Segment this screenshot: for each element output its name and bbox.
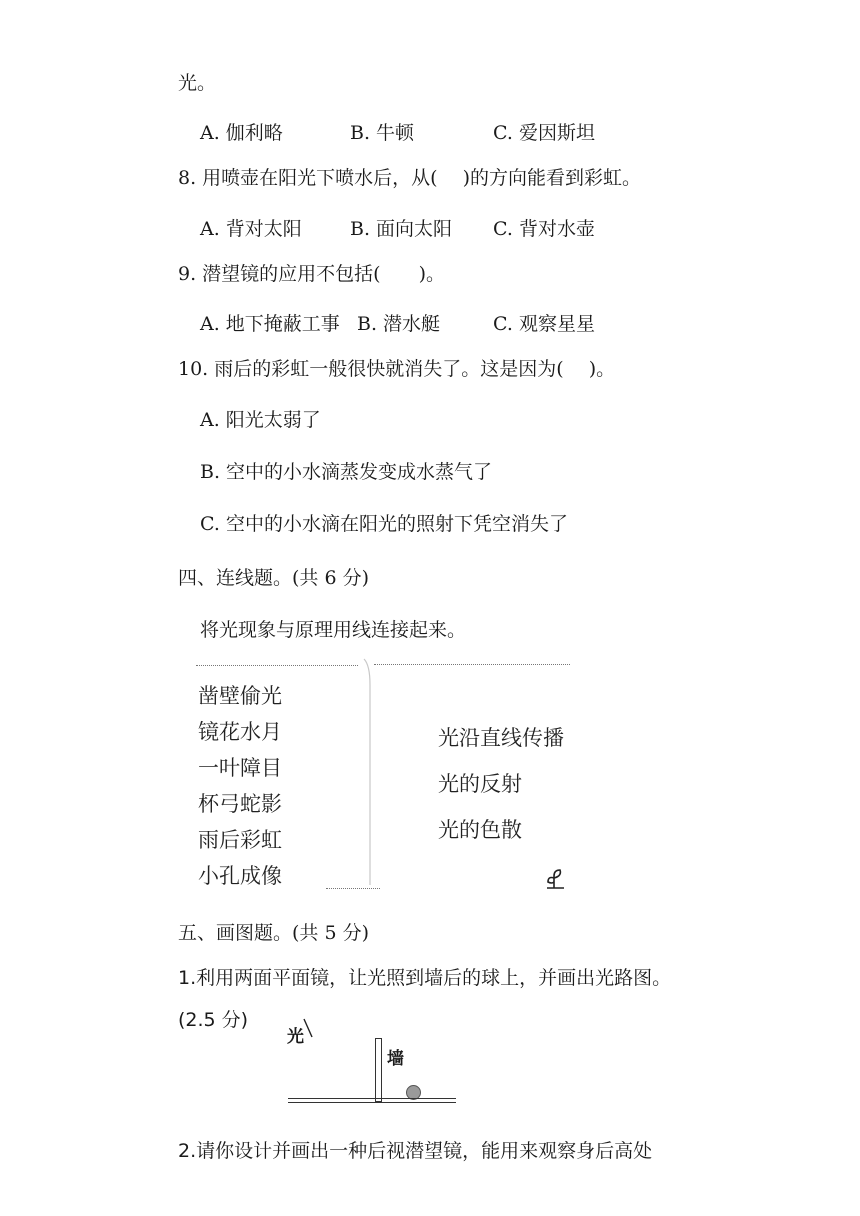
phenomenon-item: 雨后彩虹 — [198, 828, 282, 852]
phenomenon-item: 镜花水月 — [198, 720, 282, 744]
q7-option-b: B. 牛顿 — [350, 122, 415, 144]
q10-option-b: B. 空中的小水滴蒸发变成水蒸气了 — [200, 461, 493, 483]
wall — [375, 1038, 382, 1102]
q9-option-c: C. 观察星星 — [493, 313, 595, 335]
section4-title: 四、连线题。(共 6 分) — [178, 567, 369, 589]
q10-stem: 10. 雨后的彩虹一般很快就消失了。这是因为( )。 — [178, 358, 616, 380]
sprout-icon — [544, 866, 570, 890]
principle-item: 光沿直线传播 — [438, 726, 564, 750]
q8-option-a: A. 背对太阳 — [200, 218, 302, 240]
phenomenon-item: 一叶障目 — [198, 756, 282, 780]
section4-instruction: 将光现象与原理用线连接起来。 — [200, 619, 467, 641]
q8-stem: 8. 用喷壶在阳光下喷水后，从( )的方向能看到彩虹。 — [178, 167, 642, 189]
phenomenon-item: 杯弓蛇影 — [198, 792, 282, 816]
q8-option-b: B. 面向太阳 — [350, 218, 453, 240]
q7-tail: 光。 — [178, 72, 217, 94]
fold-divider — [354, 655, 386, 895]
top-dotted-rule-right — [374, 664, 570, 665]
section5-q1-score: (2.5 分) — [178, 1009, 249, 1031]
q10-option-a: A. 阳光太弱了 — [200, 409, 321, 431]
section5-title: 五、画图题。(共 5 分) — [178, 922, 369, 944]
q9-stem: 9. 潜望镜的应用不包括( )。 — [178, 263, 445, 285]
section5-q1: 1.利用两面平面镜，让光照到墙后的球上，并画出光路图。 — [178, 967, 672, 989]
ground-line — [288, 1098, 456, 1103]
q7-option-a: A. 伽利略 — [200, 122, 283, 144]
phenomenon-item: 小孔成像 — [198, 864, 282, 888]
principle-item: 光的反射 — [438, 772, 522, 796]
wall-label: 墙 — [387, 1049, 404, 1069]
light-ray-icon — [300, 1016, 318, 1042]
q10-option-c: C. 空中的小水滴在阳光的照射下凭空消失了 — [200, 513, 568, 535]
top-dotted-rule-left — [196, 665, 358, 666]
q8-option-c: C. 背对水壶 — [493, 218, 595, 240]
principle-item: 光的色散 — [438, 818, 522, 842]
section5-q2: 2.请你设计并画出一种后视潜望镜，能用来观察身后高处 — [178, 1140, 653, 1162]
light-label: 光 — [287, 1027, 304, 1047]
phenomenon-item: 凿壁偷光 — [198, 684, 282, 708]
q9-option-a: A. 地下掩蔽工事 — [200, 313, 340, 335]
q9-option-b: B. 潜水艇 — [357, 313, 441, 335]
q7-option-c: C. 爱因斯坦 — [493, 122, 595, 144]
